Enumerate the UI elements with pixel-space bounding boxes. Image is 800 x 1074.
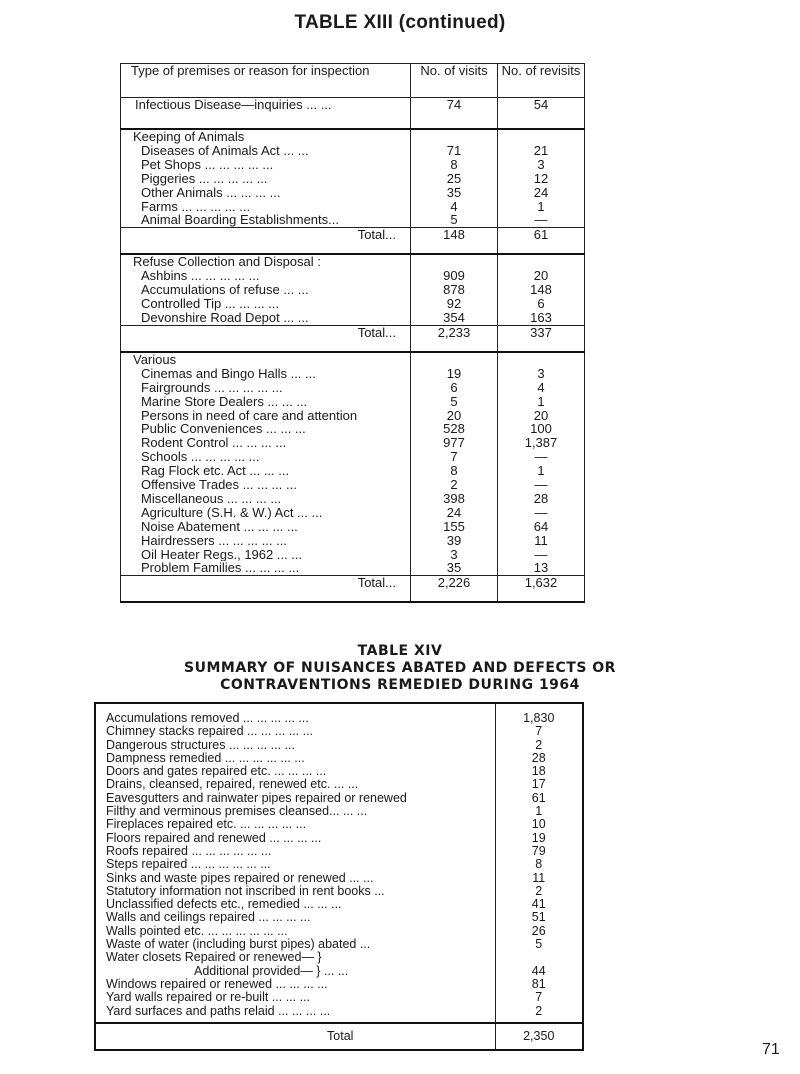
- table-xiv-total-label: Total: [95, 1023, 495, 1050]
- group-revisits: [498, 129, 585, 228]
- row-visits: 92: [446, 297, 462, 311]
- table-xiv-labels: [95, 703, 495, 1023]
- group-revisits: [498, 254, 585, 325]
- table-xiii: [120, 63, 585, 603]
- group-title: Various: [133, 352, 177, 367]
- row-visits: 20: [446, 408, 462, 423]
- header-type: Type of premises or reason for inspection: [121, 64, 411, 98]
- group-visits: [411, 129, 498, 228]
- row-visits: 7: [450, 450, 458, 465]
- row-label: Animal Boarding Establishments...: [141, 213, 339, 228]
- group-visits: [411, 254, 498, 325]
- row-label: Devonshire Road Depot ... ...: [141, 310, 309, 325]
- row-visits: 878: [443, 283, 465, 298]
- nuisance-label: Unclassified defects etc., remedied ... ... ...: [106, 898, 342, 912]
- page-number: 71: [762, 1041, 780, 1058]
- table-xiii-title: TABLE XIII (continued): [294, 12, 506, 33]
- infectious-revisits: 54: [498, 98, 585, 130]
- nuisance-label: Walls pointed etc. ... ... ... ... ... ...: [106, 924, 288, 938]
- row-label: Marine Store Dealers ... ... ...: [141, 394, 308, 409]
- row-visits: 5: [450, 213, 458, 228]
- row-label: Other Animals ... ... ... ...: [141, 185, 281, 200]
- nuisance-value: 61: [531, 791, 546, 805]
- row-revisits: 6: [537, 297, 545, 311]
- nuisance-label: Water closets Repaired or renewed— }: [106, 951, 322, 965]
- nuisance-value: 11: [532, 871, 546, 885]
- nuisance-value: [496, 951, 583, 964]
- nuisance-label: Doors and gates repaired etc. ... ... ... ...: [106, 765, 327, 779]
- table-xiv-values: [495, 703, 583, 1023]
- nuisance-label: Filthy and verminous premises cleansed... ... ...: [106, 805, 368, 819]
- row-visits: 39: [446, 533, 462, 548]
- row-revisits: —: [534, 213, 548, 228]
- table-xiv-title: TABLE XIV: [357, 643, 443, 659]
- row-revisits: 20: [533, 408, 549, 423]
- row-revisits: 1: [537, 464, 545, 479]
- nuisance-label: Steps repaired ... ... ... ... ... ...: [106, 858, 271, 872]
- nuisance-label: Additional provided— } ... ...: [194, 964, 349, 978]
- row-label: Public Conveniences ... ... ...: [141, 422, 306, 437]
- row-revisits: 11: [534, 533, 548, 548]
- group-visits: [411, 352, 498, 576]
- nuisance-label: Statutory information not inscribed in rent books ...: [106, 884, 385, 898]
- row-visits: 3: [450, 547, 458, 562]
- nuisance-value: 7: [535, 991, 543, 1005]
- group-row: [121, 129, 585, 228]
- group-labels: [121, 254, 411, 325]
- spacer: [498, 130, 584, 144]
- row-visits: 8: [450, 157, 458, 172]
- row-label: Agriculture (S.H. & W.) Act ... ...: [141, 505, 323, 520]
- row-visits: 354: [443, 310, 465, 325]
- total-revisits: 337: [498, 325, 585, 352]
- group-total-row: [121, 576, 585, 603]
- spacer: [498, 353, 584, 367]
- group-row: [121, 254, 585, 325]
- nuisance-value: 1: [535, 805, 543, 819]
- row-label: Offensive Trades ... ... ... ...: [141, 478, 297, 492]
- nuisance-value: 51: [531, 911, 546, 925]
- row-revisits: 21: [533, 143, 549, 158]
- group-title: Refuse Collection and Disposal :: [133, 255, 321, 270]
- total-label: Total...: [121, 228, 411, 255]
- infectious-visits: 74: [411, 98, 498, 130]
- row-label: Pet Shops ... ... ... ... ...: [141, 157, 274, 172]
- spacer: [411, 130, 497, 144]
- nuisance-value: 8: [535, 858, 543, 872]
- row-revisits: 64: [533, 519, 549, 534]
- row-label: Fairgrounds ... ... ... ... ...: [141, 380, 283, 395]
- nuisance-label: Walls and ceilings repaired ... ... ... ...: [106, 911, 311, 925]
- row-revisits: 20: [533, 269, 549, 284]
- row-visits: 8: [450, 464, 458, 479]
- row-visits: 909: [443, 269, 465, 284]
- group-labels: [121, 129, 411, 228]
- row-visits: 35: [446, 561, 462, 576]
- row-visits: 19: [446, 366, 462, 381]
- row-visits: 6: [450, 380, 458, 395]
- table-xiv-total-row: [95, 1023, 583, 1050]
- nuisance-value: 81: [531, 977, 546, 991]
- total-revisits: 1,632: [498, 576, 585, 603]
- row-revisits: 1: [537, 199, 545, 214]
- nuisance-value: 41: [531, 898, 546, 912]
- infectious-row: [121, 98, 585, 130]
- row-visits: 155: [443, 519, 465, 534]
- row-revisits: 4: [537, 380, 545, 395]
- row-label: Rag Flock etc. Act ... ... ...: [141, 464, 290, 479]
- row-label: Ashbins ... ... ... ... ...: [141, 269, 260, 284]
- row-label: Rodent Control ... ... ... ...: [141, 436, 287, 451]
- row-revisits: 3: [537, 366, 545, 381]
- nuisance-value: 7: [535, 725, 543, 739]
- nuisance-label: Fireplaces repaired etc. ... ... ... ... ...: [106, 818, 307, 832]
- row-revisits: —: [534, 547, 548, 562]
- row-revisits: 13: [533, 561, 549, 576]
- nuisance-label: Roofs repaired ... ... ... ... ... ...: [106, 844, 272, 858]
- nuisance-value: 18: [531, 765, 546, 779]
- group-row: [121, 352, 585, 576]
- row-label: Farms ... ... ... ... ...: [141, 199, 251, 214]
- row-visits: 24: [446, 505, 462, 520]
- row-visits: 398: [443, 491, 465, 506]
- header-revisits: No. of revisits: [498, 64, 585, 98]
- row-revisits: 1: [537, 394, 545, 409]
- spacer: [498, 255, 584, 269]
- row-revisits: —: [534, 450, 548, 465]
- row-label: Controlled Tip ... ... ... ...: [141, 297, 279, 311]
- row-revisits: —: [534, 505, 548, 520]
- group-labels: [121, 352, 411, 576]
- nuisance-value: 10: [531, 818, 546, 832]
- nuisance-label: Accumulations removed ... ... ... ... ...: [106, 712, 309, 725]
- nuisance-label: Yard surfaces and paths relaid ... ... ... ...: [106, 1004, 331, 1018]
- row-label: Cinemas and Bingo Halls ... ...: [141, 366, 316, 381]
- row-visits: 25: [446, 171, 462, 186]
- nuisance-value: 44: [531, 964, 546, 978]
- row-visits: 977: [443, 436, 465, 451]
- nuisance-label: Eavesgutters and rainwater pipes repaired or renewed: [106, 791, 407, 805]
- nuisance-value: 1,830: [523, 712, 555, 725]
- row-revisits: 24: [533, 185, 549, 200]
- row-revisits: 12: [533, 171, 549, 186]
- total-visits: 148: [411, 228, 498, 255]
- spacer: [411, 255, 497, 269]
- nuisance-label: Sinks and waste pipes repaired or renewed ... ...: [106, 871, 374, 885]
- nuisance-value: 2: [535, 884, 543, 898]
- nuisance-value: 26: [531, 924, 546, 938]
- nuisance-label: Drains, cleansed, repaired, renewed etc. ... ...: [106, 778, 359, 792]
- nuisance-value: 2: [535, 738, 543, 752]
- row-label: Hairdressers ... ... ... ... ...: [141, 533, 287, 548]
- group-revisits: [498, 352, 585, 576]
- row-label: Persons in need of care and attention: [141, 408, 358, 423]
- row-label: Diseases of Animals Act ... ...: [141, 143, 309, 158]
- nuisance-label: Dangerous structures ... ... ... ... ...: [106, 738, 295, 752]
- nuisance-label: Waste of water (including burst pipes) abated ...: [106, 938, 371, 952]
- infectious-label: Infectious Disease—inquiries ... ...: [121, 98, 411, 130]
- table-xiii-header-row: [121, 64, 585, 98]
- row-revisits: 28: [533, 491, 549, 506]
- table-xiv: [94, 702, 584, 1051]
- row-revisits: 163: [530, 310, 552, 325]
- row-visits: 4: [450, 199, 458, 214]
- total-revisits: 61: [498, 228, 585, 255]
- header-visits: No. of visits: [411, 64, 498, 98]
- table-xiv-subtitle-2: CONTRAVENTIONS REMEDIED DURING 1964: [220, 677, 580, 693]
- row-revisits: —: [534, 478, 548, 492]
- row-label: Noise Abatement ... ... ... ...: [141, 519, 298, 534]
- nuisance-value: 5: [535, 938, 543, 952]
- row-visits: 2: [450, 478, 458, 492]
- group-title: Keeping of Animals: [133, 130, 245, 144]
- nuisance-label: Chimney stacks repaired ... ... ... ... ...: [106, 725, 314, 739]
- spacer: [411, 353, 497, 367]
- row-revisits: 148: [530, 283, 552, 298]
- row-visits: 528: [443, 422, 465, 437]
- total-label: Total...: [121, 576, 411, 603]
- nuisance-label: Windows repaired or renewed ... ... ... ...: [106, 977, 328, 991]
- nuisance-label: Floors repaired and renewed ... ... ... ...: [106, 831, 322, 845]
- table-xiv-subtitle-1: SUMMARY OF NUISANCES ABATED AND DEFECTS OR: [184, 660, 616, 676]
- nuisance-value: 19: [531, 831, 546, 845]
- nuisance-value: 28: [531, 751, 546, 765]
- table-xiv-total-value: 2,350: [495, 1023, 583, 1050]
- total-label: Total...: [121, 325, 411, 352]
- group-total-row: [121, 228, 585, 255]
- nuisance-value: 79: [531, 844, 546, 858]
- row-visits: 71: [446, 143, 462, 158]
- table-xiv-body-row: [95, 703, 583, 1023]
- row-revisits: 1,387: [524, 436, 558, 451]
- row-revisits: 100: [530, 422, 552, 437]
- row-visits: 5: [450, 394, 458, 409]
- total-visits: 2,226: [411, 576, 498, 603]
- row-label: Problem Families ... ... ... ...: [141, 561, 300, 576]
- group-total-row: [121, 325, 585, 352]
- row-visits: 35: [446, 185, 462, 200]
- nuisance-label: Dampness remedied ... ... ... ... ... ...: [106, 751, 305, 765]
- row-label: Miscellaneous ... ... ... ...: [141, 491, 282, 506]
- nuisance-label: Yard walls repaired or re-built ... ... ...: [106, 991, 311, 1005]
- row-revisits: 3: [537, 157, 545, 172]
- row-label: Piggeries ... ... ... ... ...: [141, 171, 268, 186]
- nuisance-value: 17: [531, 778, 546, 792]
- nuisance-value: 2: [535, 1004, 543, 1018]
- row-label: Accumulations of refuse ... ...: [141, 283, 309, 298]
- row-label: Schools ... ... ... ... ...: [141, 450, 260, 465]
- total-visits: 2,233: [411, 325, 498, 352]
- row-label: Oil Heater Regs., 1962 ... ...: [141, 547, 303, 562]
